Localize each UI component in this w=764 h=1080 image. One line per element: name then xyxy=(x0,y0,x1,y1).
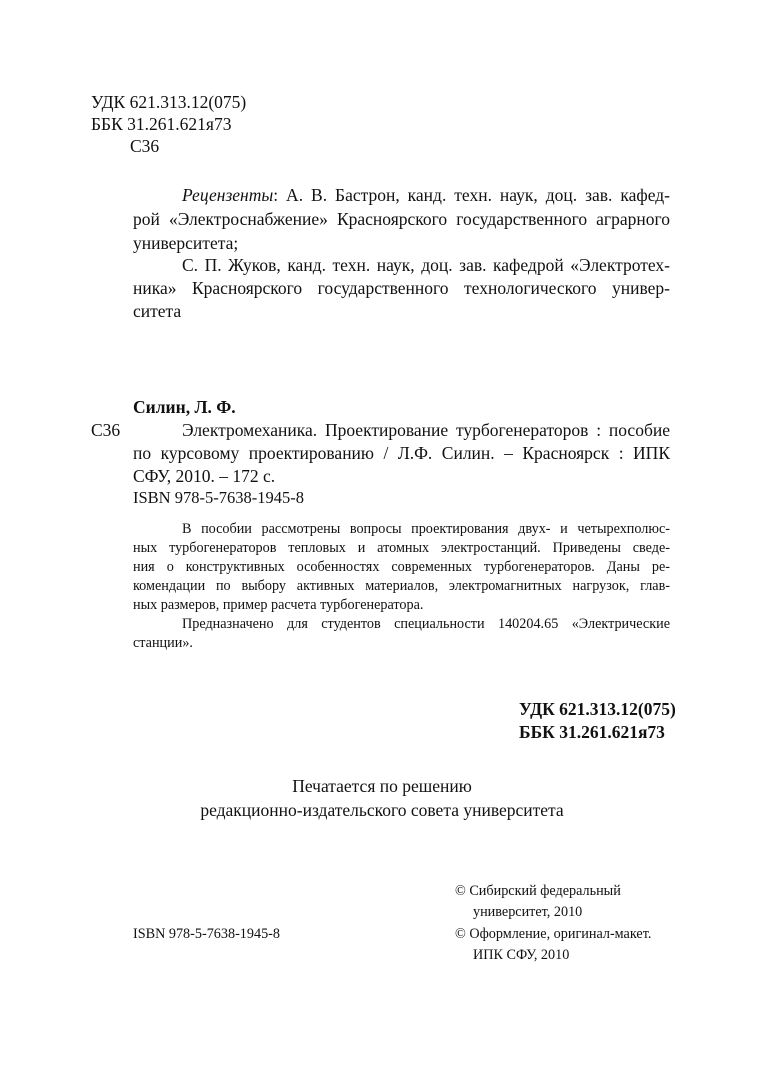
bottom-udk-code: УДК 621.313.12(075) xyxy=(519,699,676,719)
copyright-sfu-line-1: © Сибирский федеральный xyxy=(455,883,621,899)
print-notice-line-2: редакционно-издательского совета университета xyxy=(200,800,564,820)
abstract-line-1: В пособии рассмотрены вопросы проектирования двух- и четырехполюс- xyxy=(182,521,670,537)
catalog-code: С36 xyxy=(91,420,121,440)
reviewer-2-line-1: С. П. Жуков, канд. техн. наук, доц. зав. кафедрой «Электротех- xyxy=(182,255,670,275)
footer-isbn: ISBN 978-5-7638-1945-8 xyxy=(133,926,280,942)
copyright-layout-line-1: © Оформление, оригинал-макет. xyxy=(455,926,652,942)
udk-code: УДК 621.313.12(075) xyxy=(91,92,247,112)
reviewer-2-line-2: ника» Красноярского государственного технологического универ- xyxy=(133,278,670,298)
abstract-line-4: комендации по выбору активных материалов, электромагнитных нагрузок, глав- xyxy=(133,578,670,594)
abstract-line-3: ния о конструктивных особенностях современных турбогенераторов. Даны ре- xyxy=(133,559,670,575)
catalog-isbn: ISBN 978-5-7638-1945-8 xyxy=(133,488,304,507)
reviewers-line-3: университета; xyxy=(133,233,239,253)
reviewer-2-line-3: ситета xyxy=(133,301,182,321)
print-notice-line-1: Печатается по решению xyxy=(292,776,472,796)
abstract-line-2: ных турбогенераторов тепловых и атомных электростанций. Приведены сведе- xyxy=(133,540,670,556)
copyright-sfu-line-2: университет, 2010 xyxy=(473,904,583,920)
reviewer-1-text: : А. В. Бастрон, канд. техн. наук, доц. зав. кафед- xyxy=(273,185,670,205)
abstract-purpose-line-1: Предназначено для студентов специальности 140204.65 «Электрические xyxy=(182,616,670,632)
abstract-line-5: ных размеров, пример расчета турбогенератора. xyxy=(133,597,424,613)
reviewers-line-1 xyxy=(182,184,670,206)
catalog-title-line-1: Электромеханика. Проектирование турбогенераторов : пособие xyxy=(182,420,670,440)
bbk-code: ББК 31.261.621я73 xyxy=(91,114,232,134)
catalog-title-line-2: по курсовому проектированию / Л.Ф. Силин. – Красноярск : ИПК xyxy=(133,443,670,463)
abstract-purpose-line-2: станции». xyxy=(133,635,193,651)
catalog-title-line-3: СФУ, 2010. – 172 с. xyxy=(133,466,276,486)
reviewers-label: Рецензенты xyxy=(182,185,274,205)
copyright-layout-line-2: ИПК СФУ, 2010 xyxy=(473,947,570,963)
author-code: С36 xyxy=(130,136,160,156)
catalog-author: Силин, Л. Ф. xyxy=(133,397,236,417)
reviewers-line-2: рой «Электроснабжение» Красноярского государственного аграрного xyxy=(133,209,670,229)
bottom-bbk-code: ББК 31.261.621я73 xyxy=(519,722,665,742)
